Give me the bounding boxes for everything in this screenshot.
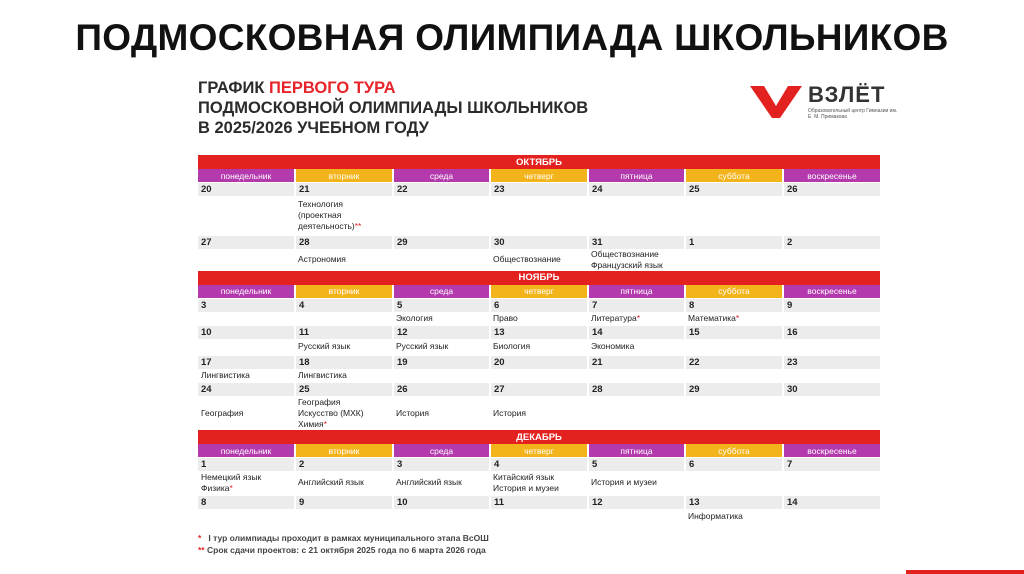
date-cell: 21 xyxy=(295,183,393,197)
weekday-header-row xyxy=(198,444,880,458)
subject-line: деятельность)** xyxy=(298,220,362,231)
subject-row xyxy=(198,396,880,430)
subject-cell xyxy=(783,312,880,326)
subject-cell xyxy=(490,196,588,235)
subject-line: Лингвистика xyxy=(298,369,347,380)
date-cell: 29 xyxy=(393,235,490,249)
date-cell: 29 xyxy=(685,383,783,397)
date-row xyxy=(198,458,880,472)
subject-row xyxy=(198,509,880,525)
subject-line: Русский язык xyxy=(396,341,449,352)
weekday-0: понедельник xyxy=(198,169,295,183)
weekday-2: среда xyxy=(393,444,490,458)
date-cell: 8 xyxy=(198,495,295,509)
date-cell: 5 xyxy=(393,298,490,312)
subject-cell xyxy=(198,369,295,383)
subject-cell xyxy=(393,312,490,326)
date-cell: 17 xyxy=(198,355,295,369)
date-cell: 5 xyxy=(588,458,685,472)
weekday-4: пятница xyxy=(588,169,685,183)
vzlet-v-mark-icon xyxy=(750,84,802,120)
subject-cell xyxy=(393,369,490,383)
subject-row xyxy=(198,369,880,383)
subject-cell xyxy=(685,509,783,525)
date-cell: 26 xyxy=(783,183,880,197)
weekday-5: суббота xyxy=(685,169,783,183)
subject-cell xyxy=(685,339,783,355)
subject-cell xyxy=(588,369,685,383)
subject-cell xyxy=(490,396,588,430)
subject-cell xyxy=(198,471,295,495)
subject-cell xyxy=(783,196,880,235)
subject-cell xyxy=(685,196,783,235)
heading-line-2: ПОДМОСКОВНОЙ ОЛИМПИАДЫ ШКОЛЬНИКОВ xyxy=(198,99,589,117)
date-cell: 28 xyxy=(295,235,393,249)
subject-cell xyxy=(588,196,685,235)
subject-line: Химия* xyxy=(298,418,327,429)
subject-row xyxy=(198,249,880,271)
month-row xyxy=(198,155,880,169)
subject-cell xyxy=(588,312,685,326)
date-cell: 22 xyxy=(685,355,783,369)
subject-cell xyxy=(783,396,880,430)
subject-cell xyxy=(295,196,393,235)
asterisk-mark: * xyxy=(323,418,327,429)
date-row xyxy=(198,298,880,312)
date-cell: 25 xyxy=(685,183,783,197)
decor-red-bar xyxy=(906,570,1024,574)
weekday-1: вторник xyxy=(295,444,393,458)
date-cell: 6 xyxy=(685,458,783,472)
footnote-mark: * xyxy=(198,533,202,543)
date-cell: 13 xyxy=(490,326,588,340)
date-cell: 7 xyxy=(588,298,685,312)
heading-line-3: В 2025/2026 УЧЕБНОМ ГОДУ xyxy=(198,119,429,137)
date-cell: 9 xyxy=(295,495,393,509)
date-cell: 27 xyxy=(490,383,588,397)
footnote-text: I тур олимпиады проходит в рамках муниципального этапа ВсОШ xyxy=(208,533,489,543)
date-cell: 23 xyxy=(783,355,880,369)
date-cell: 20 xyxy=(490,355,588,369)
subject-cell xyxy=(198,196,295,235)
subject-cell xyxy=(588,339,685,355)
logo-brand: ВЗЛЁТ xyxy=(808,82,886,107)
date-cell: 25 xyxy=(295,383,393,397)
date-cell: 19 xyxy=(393,355,490,369)
subject-line: Технология xyxy=(298,198,343,209)
weekday-header-row xyxy=(198,169,880,183)
asterisk-mark: * xyxy=(229,482,233,493)
date-cell: 3 xyxy=(198,298,295,312)
date-cell: 4 xyxy=(295,298,393,312)
date-cell: 22 xyxy=(393,183,490,197)
date-cell: 24 xyxy=(588,183,685,197)
subject-line: Обществознание xyxy=(591,248,659,259)
subject-cell xyxy=(588,396,685,430)
subject-cell xyxy=(295,312,393,326)
weekday-3: четверг xyxy=(490,169,588,183)
subject-cell xyxy=(685,471,783,495)
weekday-0: понедельник xyxy=(198,285,295,299)
date-cell: 13 xyxy=(685,495,783,509)
date-cell: 10 xyxy=(393,495,490,509)
date-cell: 10 xyxy=(198,326,295,340)
date-row xyxy=(198,326,880,340)
footnote-2 xyxy=(198,544,489,556)
weekday-3: четверг xyxy=(490,444,588,458)
subject-line: Искусство (МХК) xyxy=(298,407,364,418)
weekday-2: среда xyxy=(393,285,490,299)
date-cell: 28 xyxy=(588,383,685,397)
date-cell: 30 xyxy=(490,235,588,249)
subject-cell xyxy=(588,471,685,495)
subject-cell xyxy=(685,369,783,383)
date-cell: 27 xyxy=(198,235,295,249)
subject-cell xyxy=(393,196,490,235)
logo-subtitle: Образовательный центр Гимназии им. Е. М. Примакова xyxy=(808,108,898,120)
date-cell: 2 xyxy=(783,235,880,249)
date-cell: 12 xyxy=(393,326,490,340)
subject-line: Лингвистика xyxy=(201,369,250,380)
date-cell: 1 xyxy=(685,235,783,249)
subject-cell xyxy=(783,249,880,271)
subject-line: Русский язык xyxy=(298,341,351,352)
subject-cell xyxy=(588,509,685,525)
date-cell: 14 xyxy=(588,326,685,340)
heading-accent: ПЕРВОГО ТУРА xyxy=(269,79,396,97)
date-cell: 31 xyxy=(588,235,685,249)
date-cell: 18 xyxy=(295,355,393,369)
subject-line: География xyxy=(201,407,244,418)
weekday-5: суббота xyxy=(685,285,783,299)
date-cell: 6 xyxy=(490,298,588,312)
subject-cell xyxy=(783,339,880,355)
weekday-3: четверг xyxy=(490,285,588,299)
weekday-4: пятница xyxy=(588,285,685,299)
date-cell: 26 xyxy=(393,383,490,397)
weekday-0: понедельник xyxy=(198,444,295,458)
subject-line: География xyxy=(298,396,341,407)
subject-line: Экономика xyxy=(591,341,635,352)
footnote-text: Срок сдачи проектов: с 21 октября 2025 года по 6 марта 2026 года xyxy=(207,545,486,555)
subject-cell xyxy=(393,249,490,271)
subject-line: Английский язык xyxy=(396,477,462,488)
date-cell: 2 xyxy=(295,458,393,472)
date-cell: 15 xyxy=(685,326,783,340)
subject-line: История xyxy=(396,407,429,418)
date-cell: 3 xyxy=(393,458,490,472)
weekday-6: воскресенье xyxy=(783,285,880,299)
heading-line-1-prefix: ГРАФИК xyxy=(198,79,270,97)
weekday-6: воскресенье xyxy=(783,444,880,458)
subject-line: История xyxy=(493,407,526,418)
subject-cell xyxy=(490,249,588,271)
subject-cell xyxy=(685,396,783,430)
subject-line: Право xyxy=(493,312,518,323)
subject-cell xyxy=(588,249,685,271)
date-row xyxy=(198,383,880,397)
subject-cell xyxy=(393,339,490,355)
subject-cell xyxy=(393,509,490,525)
date-cell: 11 xyxy=(295,326,393,340)
subject-cell xyxy=(198,339,295,355)
date-cell: 9 xyxy=(783,298,880,312)
subject-row xyxy=(198,339,880,355)
date-cell: 1 xyxy=(198,458,295,472)
weekday-header-row xyxy=(198,285,880,299)
subject-line: История и музеи xyxy=(493,482,559,493)
subject-cell xyxy=(490,369,588,383)
date-cell: 12 xyxy=(588,495,685,509)
asterisk-mark: ** xyxy=(354,220,362,231)
schedule-heading xyxy=(198,78,588,138)
weekday-5: суббота xyxy=(685,444,783,458)
date-cell: 16 xyxy=(783,326,880,340)
slide-title: ПОДМОСКОВНАЯ ОЛИМПИАДА ШКОЛЬНИКОВ xyxy=(75,17,949,58)
subject-line: Биология xyxy=(493,341,531,352)
weekday-1: вторник xyxy=(295,285,393,299)
subject-cell xyxy=(198,312,295,326)
month-row xyxy=(198,430,880,444)
month-name: НОЯБРЬ xyxy=(198,271,880,285)
date-cell: 30 xyxy=(783,383,880,397)
subject-line: Математика* xyxy=(688,312,740,323)
schedule-table xyxy=(198,155,880,525)
subject-cell xyxy=(490,471,588,495)
subject-cell xyxy=(393,471,490,495)
heading-line-1 xyxy=(198,78,588,98)
date-cell: 21 xyxy=(588,355,685,369)
subject-cell xyxy=(490,312,588,326)
subject-line: Обществознание xyxy=(493,254,561,264)
subject-row xyxy=(198,196,880,235)
subject-cell xyxy=(295,509,393,525)
subject-line: (проектная xyxy=(298,209,342,220)
date-cell: 11 xyxy=(490,495,588,509)
subject-cell xyxy=(295,471,393,495)
date-cell: 7 xyxy=(783,458,880,472)
subject-cell xyxy=(198,249,295,271)
month-name: ДЕКАБРЬ xyxy=(198,430,880,444)
subject-row xyxy=(198,471,880,495)
subject-cell xyxy=(685,312,783,326)
date-row xyxy=(198,355,880,369)
date-row xyxy=(198,235,880,249)
date-cell: 8 xyxy=(685,298,783,312)
asterisk-mark: * xyxy=(636,312,641,323)
weekday-1: вторник xyxy=(295,169,393,183)
footnotes xyxy=(198,532,489,556)
weekday-2: среда xyxy=(393,169,490,183)
schedule-card xyxy=(184,66,896,574)
subject-cell xyxy=(198,396,295,430)
vzlet-logo xyxy=(750,82,898,124)
month-row xyxy=(198,271,880,285)
date-cell: 23 xyxy=(490,183,588,197)
date-cell: 14 xyxy=(783,495,880,509)
subject-line: Информатика xyxy=(688,511,743,521)
date-cell: 20 xyxy=(198,183,295,197)
subject-line: Астрономия xyxy=(298,254,346,264)
subject-cell xyxy=(393,396,490,430)
date-row xyxy=(198,183,880,197)
month-name: ОКТЯБРЬ xyxy=(198,155,880,169)
footnote-1 xyxy=(198,532,489,544)
subject-cell xyxy=(783,509,880,525)
subject-cell xyxy=(295,249,393,271)
subject-row xyxy=(198,312,880,326)
subject-cell xyxy=(490,339,588,355)
weekday-6: воскресенье xyxy=(783,169,880,183)
subject-cell xyxy=(783,471,880,495)
subject-line: История и музеи xyxy=(591,477,657,488)
footnote-mark: ** xyxy=(198,545,205,555)
subject-line: Экология xyxy=(396,312,433,323)
date-cell: 4 xyxy=(490,458,588,472)
subject-cell xyxy=(295,339,393,355)
date-cell: 24 xyxy=(198,383,295,397)
subject-cell xyxy=(783,369,880,383)
asterisk-mark: * xyxy=(735,312,740,323)
subject-line: Французский язык xyxy=(591,259,663,270)
subject-line: Немецкий язык xyxy=(201,471,262,482)
subject-line: Китайский язык xyxy=(493,471,555,482)
subject-line: Английский язык xyxy=(298,477,364,488)
subject-cell xyxy=(295,369,393,383)
subject-line: Литература* xyxy=(591,312,641,323)
subject-cell xyxy=(295,396,393,430)
weekday-4: пятница xyxy=(588,444,685,458)
date-row xyxy=(198,495,880,509)
subject-line: Физика* xyxy=(201,482,233,493)
subject-cell xyxy=(490,509,588,525)
subject-cell xyxy=(685,249,783,271)
subject-cell xyxy=(198,509,295,525)
